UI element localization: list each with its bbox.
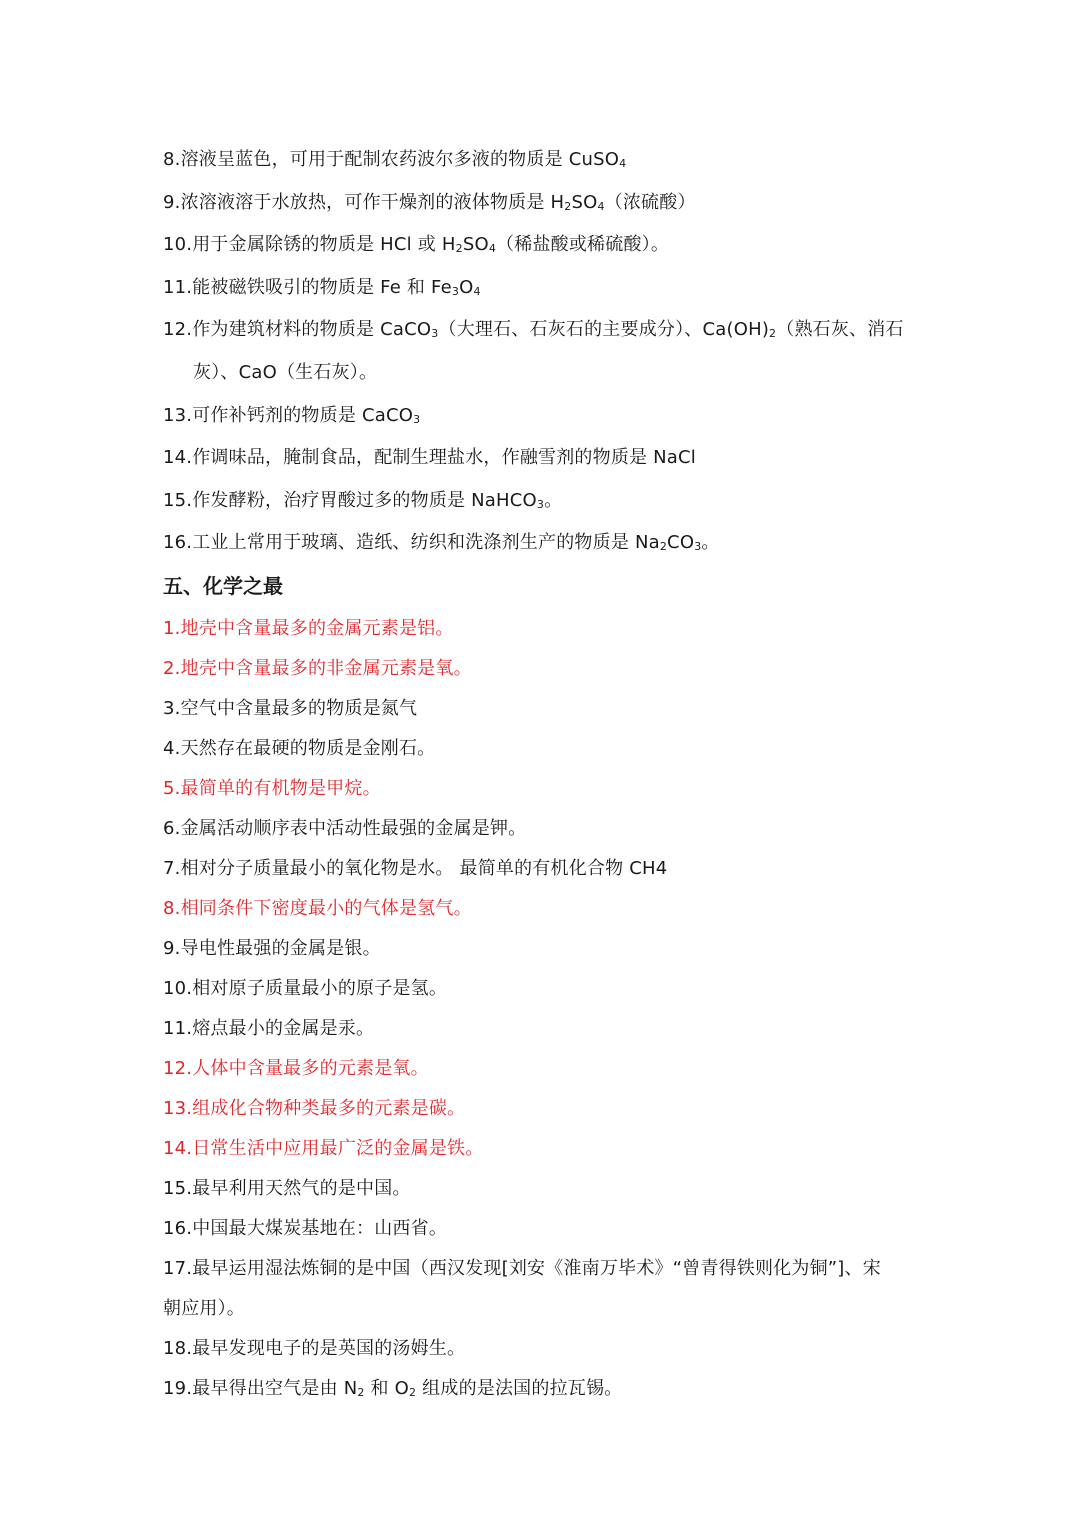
text-run: 13.可作补钙剂的物质是 CaCO: [163, 404, 414, 426]
list-item: [163, 1129, 930, 1169]
list-item-continuation: [163, 352, 930, 395]
text-run: 。: [544, 489, 563, 511]
text-run: 7.相对分子质量最小的氧化物是水。 最简单的有机化合物 CH4: [163, 857, 668, 879]
text-run: SO: [571, 191, 598, 213]
text-run: O: [459, 276, 474, 298]
text-run: 12.人体中含量最多的元素是氧。: [163, 1057, 429, 1079]
list-item: [163, 437, 930, 480]
list-item: [163, 267, 930, 310]
list-item: [163, 139, 930, 182]
list-item: [163, 609, 930, 649]
text-run: （大理石、石灰石的主要成分）、Ca(OH): [438, 319, 770, 341]
subscript: 3: [431, 327, 439, 341]
text-run: 14.作调味品，腌制食品，配制生理盐水，作融雪剂的物质是 NaCl: [163, 447, 697, 469]
list-item: [163, 182, 930, 225]
list-item: [163, 1089, 930, 1129]
list-item: [163, 809, 930, 849]
subscript: 4: [488, 242, 497, 256]
text-run: （熟石灰、消石: [776, 319, 904, 341]
text-run: 8.相同条件下密度最小的气体是氢气。: [163, 897, 472, 919]
text-run: SO: [462, 234, 489, 256]
list-item: [163, 1369, 930, 1409]
text-run: 2.地壳中含量最多的非金属元素是氧。: [163, 657, 472, 679]
list-item: [163, 1209, 930, 1249]
list-item: [163, 689, 930, 729]
subscript: 3: [451, 284, 460, 298]
text-run: 。: [701, 532, 720, 554]
list-item: [163, 224, 930, 267]
text-run: 11.熔点最小的金属是汞。: [163, 1017, 375, 1039]
list-item: [163, 1049, 930, 1089]
text-run: 9.导电性最强的金属是银。: [163, 937, 381, 959]
text-run: 朝应用）。: [163, 1297, 245, 1319]
text-run: 18.最早发现电子的是英国的汤姆生。: [163, 1337, 466, 1359]
list-item: [163, 1009, 930, 1049]
text-run: 组成的是法国的拉瓦锡。: [416, 1377, 623, 1399]
list-item-continuation: [163, 1289, 930, 1329]
text-run: 13.组成化合物种类最多的元素是碳。: [163, 1097, 466, 1119]
list-item: [163, 309, 930, 352]
subscript: 2: [409, 1385, 417, 1399]
subscript: 3: [694, 540, 702, 554]
list-item: [163, 889, 930, 929]
text-run: （稀盐酸或稀硫酸）。: [496, 234, 670, 256]
text-run: 8.溶液呈蓝色，可用于配制农药波尔多液的物质是 CuSO: [163, 149, 620, 170]
section-uses-list: [163, 139, 930, 565]
section-chemistry-superlatives-list: [163, 609, 930, 1409]
subscript: 2: [455, 242, 463, 256]
list-item: [163, 969, 930, 1009]
list-item: [163, 1249, 930, 1289]
text-run: 15.作发酵粉，治疗胃酸过多的物质是 NaHCO: [163, 489, 537, 511]
list-item: [163, 1329, 930, 1369]
list-item: [163, 849, 930, 889]
text-run: （浓硫酸）: [604, 191, 696, 213]
text-run: 9.浓溶液溶于水放热，可作干燥剂的液体物质是 H: [163, 191, 565, 213]
text-run: 3.空气中含量最多的物质是氮气: [163, 697, 418, 719]
list-item: [163, 649, 930, 689]
list-item: [163, 480, 930, 523]
text-run: 15.最早利用天然气的是中国。: [163, 1177, 411, 1199]
text-run: 17.最早运用湿法炼铜的是中国（西汉发现[刘安《淮南万毕术》“曾青得铁则化为铜”]、宋: [163, 1257, 881, 1279]
text-run: 6.金属活动顺序表中活动性最强的金属是钾。: [163, 817, 527, 839]
subscript: 3: [536, 497, 545, 511]
text-run: 16.中国最大煤炭基地在：山西省。: [163, 1217, 448, 1239]
text-run: 14.日常生活中应用最广泛的金属是铁。: [163, 1137, 484, 1159]
text-run: 10.用于金属除锈的物质是 HCl 或 H: [163, 234, 456, 256]
list-item: [163, 1169, 930, 1209]
section-heading: 五、化学之最: [163, 573, 283, 598]
list-item: [163, 522, 930, 565]
list-item: [163, 395, 930, 438]
subscript: 2: [769, 327, 777, 341]
text-run: 12.作为建筑材料的物质是 CaCO: [163, 319, 432, 341]
list-item: [163, 929, 930, 969]
text-run: 1.地壳中含量最多的金属元素是铝。: [163, 617, 454, 639]
text-run: 16.工业上常用于玻璃、造纸、纺织和洗涤剂生产的物质是 Na: [163, 532, 660, 554]
subscript: 4: [597, 199, 605, 213]
text-run: 19.最早得出空气是由 N: [163, 1377, 358, 1399]
list-item: [163, 729, 930, 769]
subscript: 2: [659, 540, 668, 554]
text-run: 10.相对原子质量最小的原子是氢。: [163, 977, 448, 999]
text-run: 灰）、CaO（生石灰）。: [193, 361, 378, 383]
subscript: 2: [564, 199, 572, 213]
text-run: CO: [667, 532, 695, 554]
text-run: 和 O: [364, 1377, 410, 1399]
subscript: 3: [413, 412, 421, 426]
text-run: 5.最简单的有机物是甲烷。: [163, 777, 381, 799]
text-run: 11.能被磁铁吸引的物质是 Fe 和 Fe: [163, 276, 452, 298]
subscript: 4: [473, 284, 481, 298]
subscript: 4: [619, 157, 627, 170]
subscript: 2: [357, 1385, 365, 1399]
list-item: [163, 769, 930, 809]
text-run: 4.天然存在最硬的物质是金刚石。: [163, 737, 436, 759]
